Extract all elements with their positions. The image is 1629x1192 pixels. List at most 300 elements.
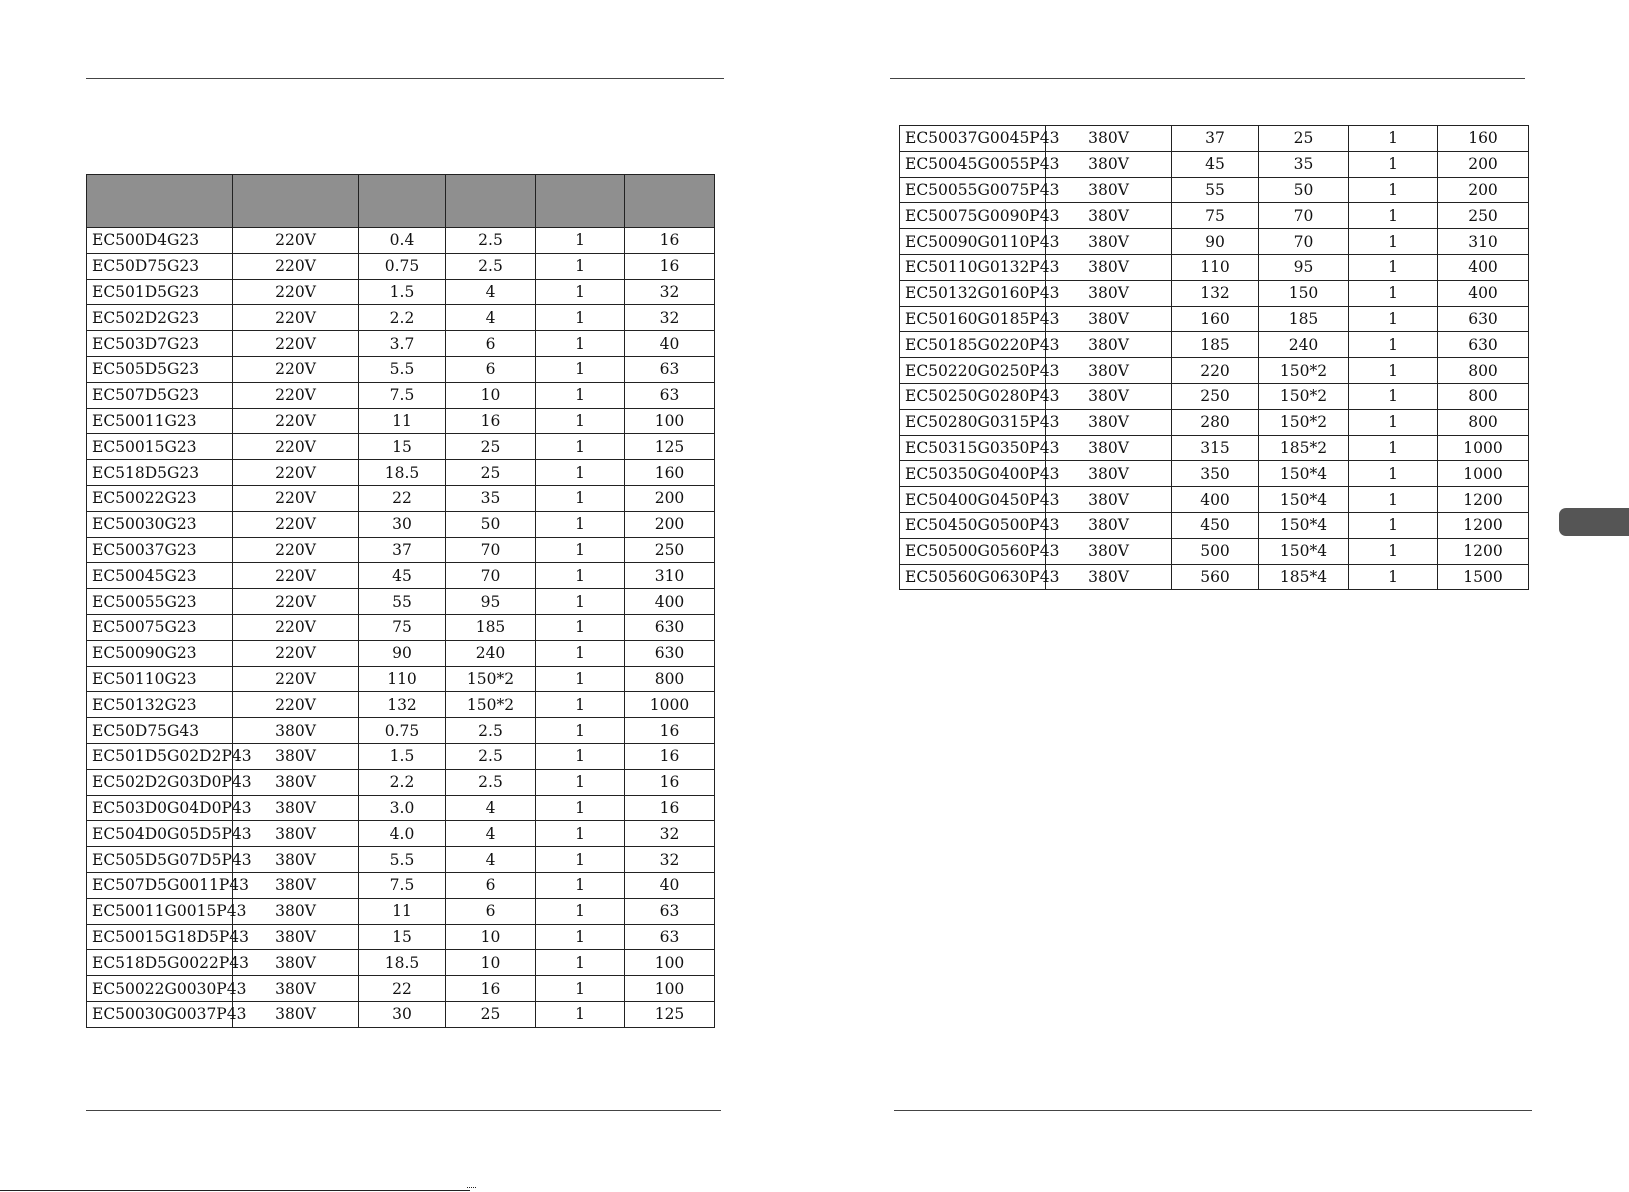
value-cell: 1: [1349, 126, 1438, 152]
value-cell: 160: [1172, 306, 1259, 332]
value-cell: 350: [1172, 461, 1259, 487]
table-row: [87, 356, 715, 382]
table-row: [87, 279, 715, 305]
table-row: [87, 537, 715, 563]
scan-edge-line: [0, 1190, 470, 1191]
value-cell: 310: [625, 563, 715, 589]
model-cell: EC50220G0250P43: [900, 358, 1046, 384]
table-row: [87, 253, 715, 279]
value-cell: 220V: [233, 614, 359, 640]
value-cell: 200: [625, 511, 715, 537]
value-cell: 220V: [233, 692, 359, 718]
table-row: [87, 640, 715, 666]
value-cell: 1: [1349, 229, 1438, 255]
value-cell: 400: [1438, 280, 1529, 306]
value-cell: 150*2: [446, 666, 536, 692]
value-cell: 150*4: [1259, 512, 1349, 538]
value-cell: 1: [536, 718, 625, 744]
value-cell: 110: [359, 666, 446, 692]
model-cell: EC503D0G04D0P43: [87, 795, 233, 821]
value-cell: 16: [625, 743, 715, 769]
value-cell: 380V: [233, 847, 359, 873]
value-cell: 70: [1259, 203, 1349, 229]
table-row: [87, 331, 715, 357]
value-cell: 1: [536, 743, 625, 769]
value-cell: 1: [536, 821, 625, 847]
table-row: [87, 718, 715, 744]
table-row: [87, 769, 715, 795]
model-cell: EC503D7G23: [87, 331, 233, 357]
value-cell: 35: [1259, 151, 1349, 177]
table-row: [87, 743, 715, 769]
model-cell: EC50132G23: [87, 692, 233, 718]
model-cell: EC50055G23: [87, 589, 233, 615]
value-cell: 1200: [1438, 487, 1529, 513]
value-cell: 16: [625, 795, 715, 821]
table-row: [900, 358, 1529, 384]
value-cell: 200: [625, 485, 715, 511]
value-cell: 16: [625, 769, 715, 795]
value-cell: 15: [359, 434, 446, 460]
value-cell: 25: [1259, 126, 1349, 152]
value-cell: 380V: [1046, 358, 1172, 384]
value-cell: 70: [446, 537, 536, 563]
model-cell: EC502D2G23: [87, 305, 233, 331]
model-cell: EC50045G0055P43: [900, 151, 1046, 177]
header-cell-qty: [536, 175, 625, 228]
value-cell: 2.5: [446, 718, 536, 744]
value-cell: 4: [446, 279, 536, 305]
model-cell: EC50011G0015P43: [87, 898, 233, 924]
value-cell: 25: [446, 434, 536, 460]
header-cell-model: [87, 175, 233, 228]
model-cell: EC50280G0315P43: [900, 409, 1046, 435]
value-cell: 1: [536, 279, 625, 305]
value-cell: 220V: [233, 228, 359, 254]
table-row: [900, 538, 1529, 564]
table-row: [87, 795, 715, 821]
value-cell: 50: [1259, 177, 1349, 203]
value-cell: 380V: [233, 718, 359, 744]
model-cell: EC50055G0075P43: [900, 177, 1046, 203]
value-cell: 18.5: [359, 950, 446, 976]
value-cell: 16: [625, 253, 715, 279]
model-cell: EC50022G23: [87, 485, 233, 511]
table-row: [900, 126, 1529, 152]
value-cell: 1000: [1438, 461, 1529, 487]
value-cell: 16: [625, 228, 715, 254]
value-cell: 125: [625, 434, 715, 460]
value-cell: 4.0: [359, 821, 446, 847]
value-cell: 45: [1172, 151, 1259, 177]
table-row: [87, 485, 715, 511]
table-row: [87, 821, 715, 847]
value-cell: 30: [359, 511, 446, 537]
table-row: [900, 383, 1529, 409]
table-row: [900, 564, 1529, 590]
value-cell: 150: [1259, 280, 1349, 306]
value-cell: 1: [536, 408, 625, 434]
value-cell: 380V: [1046, 435, 1172, 461]
value-cell: 90: [1172, 229, 1259, 255]
value-cell: 380V: [233, 924, 359, 950]
value-cell: 220V: [233, 253, 359, 279]
value-cell: 280: [1172, 409, 1259, 435]
value-cell: 100: [625, 408, 715, 434]
value-cell: 63: [625, 924, 715, 950]
value-cell: 6: [446, 898, 536, 924]
value-cell: 380V: [1046, 512, 1172, 538]
value-cell: 185: [1259, 306, 1349, 332]
value-cell: 55: [359, 589, 446, 615]
value-cell: 220V: [233, 408, 359, 434]
value-cell: 220V: [233, 279, 359, 305]
value-cell: 1.5: [359, 279, 446, 305]
value-cell: 800: [1438, 409, 1529, 435]
value-cell: 150*4: [1259, 461, 1349, 487]
model-cell: EC50075G0090P43: [900, 203, 1046, 229]
value-cell: 30: [359, 1001, 446, 1027]
value-cell: 250: [1438, 203, 1529, 229]
value-cell: 22: [359, 485, 446, 511]
table-row: [87, 847, 715, 873]
value-cell: 16: [446, 976, 536, 1002]
model-cell: EC50450G0500P43: [900, 512, 1046, 538]
model-cell: EC507D5G0011P43: [87, 872, 233, 898]
table-header-row: [87, 175, 715, 228]
header-cell-cable: [446, 175, 536, 228]
value-cell: 10: [446, 950, 536, 976]
value-cell: 6: [446, 872, 536, 898]
value-cell: 90: [359, 640, 446, 666]
table-row: [87, 511, 715, 537]
value-cell: 400: [1172, 487, 1259, 513]
table-row: [87, 1001, 715, 1027]
model-cell: EC50110G0132P43: [900, 254, 1046, 280]
value-cell: 150*2: [1259, 383, 1349, 409]
value-cell: 220V: [233, 305, 359, 331]
model-cell: EC501D5G02D2P43: [87, 743, 233, 769]
value-cell: 220V: [233, 331, 359, 357]
value-cell: 95: [446, 589, 536, 615]
value-cell: 220V: [233, 356, 359, 382]
value-cell: 7.5: [359, 872, 446, 898]
value-cell: 220V: [233, 382, 359, 408]
value-cell: 32: [625, 279, 715, 305]
value-cell: 1: [536, 460, 625, 486]
model-cell: EC50037G0045P43: [900, 126, 1046, 152]
value-cell: 45: [359, 563, 446, 589]
model-cell: EC50022G0030P43: [87, 976, 233, 1002]
value-cell: 22: [359, 976, 446, 1002]
value-cell: 2.5: [446, 253, 536, 279]
value-cell: 1: [536, 666, 625, 692]
value-cell: 380V: [233, 769, 359, 795]
value-cell: 0.75: [359, 718, 446, 744]
value-cell: 380V: [1046, 126, 1172, 152]
table-row: [87, 950, 715, 976]
value-cell: 630: [1438, 332, 1529, 358]
table-row: [87, 382, 715, 408]
value-cell: 630: [1438, 306, 1529, 332]
table-row: [87, 589, 715, 615]
value-cell: 2.5: [446, 228, 536, 254]
model-cell: EC505D5G23: [87, 356, 233, 382]
value-cell: 1: [1349, 435, 1438, 461]
value-cell: 160: [1438, 126, 1529, 152]
value-cell: 75: [1172, 203, 1259, 229]
value-cell: 220V: [233, 537, 359, 563]
model-cell: EC50037G23: [87, 537, 233, 563]
value-cell: 37: [359, 537, 446, 563]
value-cell: 630: [625, 614, 715, 640]
value-cell: 1: [1349, 461, 1438, 487]
model-cell: EC50110G23: [87, 666, 233, 692]
value-cell: 200: [1438, 177, 1529, 203]
value-cell: 380V: [233, 872, 359, 898]
value-cell: 3.7: [359, 331, 446, 357]
value-cell: 1: [536, 872, 625, 898]
table-row: [87, 434, 715, 460]
table-row: [900, 151, 1529, 177]
table-row: [87, 228, 715, 254]
value-cell: 220V: [233, 511, 359, 537]
model-cell: EC50400G0450P43: [900, 487, 1046, 513]
right-page-bottom-rule: [894, 1110, 1532, 1111]
value-cell: 1500: [1438, 564, 1529, 590]
value-cell: 1: [1349, 177, 1438, 203]
table-row: [900, 332, 1529, 358]
table-row: [900, 435, 1529, 461]
value-cell: 11: [359, 898, 446, 924]
scan-edge-mark: [467, 1187, 476, 1191]
value-cell: 5.5: [359, 356, 446, 382]
value-cell: 1: [1349, 280, 1438, 306]
value-cell: 1: [536, 692, 625, 718]
table-row: [87, 924, 715, 950]
value-cell: 1: [1349, 332, 1438, 358]
value-cell: 40: [625, 331, 715, 357]
model-cell: EC50090G23: [87, 640, 233, 666]
model-cell: EC50132G0160P43: [900, 280, 1046, 306]
value-cell: 6: [446, 331, 536, 357]
model-cell: EC518D5G23: [87, 460, 233, 486]
value-cell: 32: [625, 821, 715, 847]
value-cell: 18.5: [359, 460, 446, 486]
value-cell: 4: [446, 795, 536, 821]
value-cell: 37: [1172, 126, 1259, 152]
table-row: [87, 614, 715, 640]
value-cell: 380V: [1046, 177, 1172, 203]
value-cell: 380V: [233, 743, 359, 769]
value-cell: 110: [1172, 254, 1259, 280]
model-cell: EC501D5G23: [87, 279, 233, 305]
value-cell: 800: [1438, 383, 1529, 409]
value-cell: 800: [625, 666, 715, 692]
model-cell: EC50015G23: [87, 434, 233, 460]
value-cell: 63: [625, 356, 715, 382]
model-cell: EC500D4G23: [87, 228, 233, 254]
value-cell: 0.75: [359, 253, 446, 279]
value-cell: 1: [1349, 564, 1438, 590]
value-cell: 150*4: [1259, 538, 1349, 564]
model-cell: EC502D2G03D0P43: [87, 769, 233, 795]
value-cell: 160: [625, 460, 715, 486]
table-row: [87, 692, 715, 718]
value-cell: 25: [446, 460, 536, 486]
table-row: [900, 487, 1529, 513]
value-cell: 1: [536, 511, 625, 537]
chapter-thumb-tab: [1559, 508, 1629, 536]
table-row: [87, 460, 715, 486]
table-row: [87, 898, 715, 924]
table-row: [900, 409, 1529, 435]
value-cell: 1000: [1438, 435, 1529, 461]
value-cell: 220V: [233, 640, 359, 666]
value-cell: 380V: [233, 795, 359, 821]
value-cell: 380V: [1046, 409, 1172, 435]
value-cell: 220V: [233, 589, 359, 615]
model-cell: EC507D5G23: [87, 382, 233, 408]
value-cell: 1: [536, 356, 625, 382]
model-cell: EC50015G18D5P43: [87, 924, 233, 950]
value-cell: 380V: [1046, 254, 1172, 280]
value-cell: 400: [625, 589, 715, 615]
table-row: [900, 254, 1529, 280]
value-cell: 35: [446, 485, 536, 511]
value-cell: 185*2: [1259, 435, 1349, 461]
value-cell: 1: [536, 589, 625, 615]
value-cell: 150*4: [1259, 487, 1349, 513]
value-cell: 50: [446, 511, 536, 537]
value-cell: 1: [1349, 203, 1438, 229]
value-cell: 240: [446, 640, 536, 666]
value-cell: 1: [536, 228, 625, 254]
value-cell: 560: [1172, 564, 1259, 590]
value-cell: 150*2: [1259, 409, 1349, 435]
value-cell: 1: [536, 976, 625, 1002]
value-cell: 315: [1172, 435, 1259, 461]
value-cell: 1: [536, 537, 625, 563]
table-row: [87, 305, 715, 331]
table-row: [87, 563, 715, 589]
value-cell: 1: [1349, 151, 1438, 177]
value-cell: 3.0: [359, 795, 446, 821]
model-cell: EC50560G0630P43: [900, 564, 1046, 590]
value-cell: 25: [446, 1001, 536, 1027]
table-row: [900, 177, 1529, 203]
value-cell: 2.2: [359, 305, 446, 331]
left-page-bottom-rule: [86, 1110, 721, 1111]
value-cell: 380V: [233, 898, 359, 924]
model-cell: EC50030G23: [87, 511, 233, 537]
value-cell: 630: [625, 640, 715, 666]
value-cell: 125: [625, 1001, 715, 1027]
table-row: [87, 976, 715, 1002]
value-cell: 1: [536, 769, 625, 795]
value-cell: 380V: [233, 976, 359, 1002]
value-cell: 500: [1172, 538, 1259, 564]
value-cell: 220V: [233, 563, 359, 589]
value-cell: 6: [446, 356, 536, 382]
value-cell: 250: [1172, 383, 1259, 409]
value-cell: 63: [625, 898, 715, 924]
value-cell: 185: [1172, 332, 1259, 358]
value-cell: 55: [1172, 177, 1259, 203]
value-cell: 380V: [1046, 487, 1172, 513]
header-cell-voltage: [233, 175, 359, 228]
value-cell: 200: [1438, 151, 1529, 177]
value-cell: 220V: [233, 460, 359, 486]
model-cell: EC50030G0037P43: [87, 1001, 233, 1027]
value-cell: 1000: [625, 692, 715, 718]
value-cell: 380V: [1046, 203, 1172, 229]
value-cell: 450: [1172, 512, 1259, 538]
value-cell: 380V: [1046, 151, 1172, 177]
left-spec-table: [86, 174, 715, 1028]
model-cell: EC50500G0560P43: [900, 538, 1046, 564]
value-cell: 1: [536, 331, 625, 357]
value-cell: 16: [446, 408, 536, 434]
value-cell: 4: [446, 821, 536, 847]
value-cell: 1: [536, 434, 625, 460]
model-cell: EC50D75G43: [87, 718, 233, 744]
header-cell-breaker: [625, 175, 715, 228]
value-cell: 1: [536, 950, 625, 976]
value-cell: 95: [1259, 254, 1349, 280]
value-cell: 1: [1349, 409, 1438, 435]
table-row: [900, 306, 1529, 332]
value-cell: 220V: [233, 666, 359, 692]
model-cell: EC50350G0400P43: [900, 461, 1046, 487]
value-cell: 1: [1349, 512, 1438, 538]
table-row: [87, 666, 715, 692]
value-cell: 132: [1172, 280, 1259, 306]
value-cell: 0.4: [359, 228, 446, 254]
value-cell: 1200: [1438, 538, 1529, 564]
value-cell: 380V: [1046, 332, 1172, 358]
value-cell: 185*4: [1259, 564, 1349, 590]
value-cell: 1200: [1438, 512, 1529, 538]
model-cell: EC50075G23: [87, 614, 233, 640]
table-row: [900, 203, 1529, 229]
value-cell: 220V: [233, 485, 359, 511]
value-cell: 1: [536, 563, 625, 589]
value-cell: 2.2: [359, 769, 446, 795]
value-cell: 70: [446, 563, 536, 589]
value-cell: 15: [359, 924, 446, 950]
value-cell: 32: [625, 847, 715, 873]
value-cell: 11: [359, 408, 446, 434]
right-spec-table: [899, 125, 1529, 590]
value-cell: 1: [536, 640, 625, 666]
value-cell: 75: [359, 614, 446, 640]
value-cell: 1: [536, 253, 625, 279]
value-cell: 1: [1349, 254, 1438, 280]
value-cell: 185: [446, 614, 536, 640]
value-cell: 380V: [1046, 461, 1172, 487]
value-cell: 150*2: [446, 692, 536, 718]
value-cell: 1: [536, 898, 625, 924]
model-cell: EC50315G0350P43: [900, 435, 1046, 461]
value-cell: 100: [625, 950, 715, 976]
value-cell: 220V: [233, 434, 359, 460]
value-cell: 40: [625, 872, 715, 898]
value-cell: 380V: [1046, 538, 1172, 564]
value-cell: 380V: [1046, 280, 1172, 306]
table-row: [87, 872, 715, 898]
value-cell: 380V: [233, 950, 359, 976]
